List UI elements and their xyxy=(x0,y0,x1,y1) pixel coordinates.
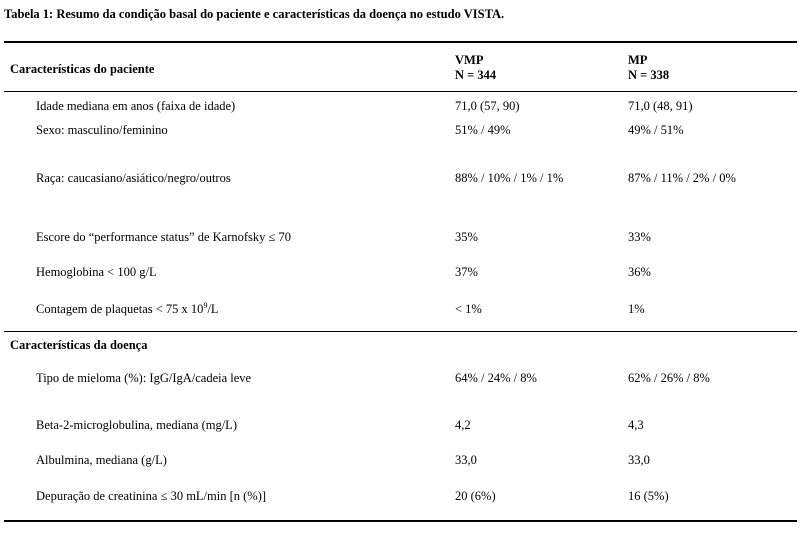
disease-characteristics-header: Características da doença xyxy=(10,338,148,352)
mp-column-name: MP xyxy=(628,53,648,67)
row-label xyxy=(36,302,219,317)
row-vmp-value: 4,2 xyxy=(455,418,471,432)
row-label: Idade mediana em anos (faixa de idade) xyxy=(36,99,236,113)
mp-column-n: N = 338 xyxy=(628,68,670,82)
patient-characteristics-header: Características do paciente xyxy=(10,62,155,76)
row-label: Raça: caucasiano/asiático/negro/outros xyxy=(36,171,231,185)
vmp-column-name: VMP xyxy=(455,53,484,67)
table-caption: Tabela 1: Resumo da condição basal do paciente e características da doença no estudo VISTA. xyxy=(4,7,505,21)
row-vmp-value: 20 (6%) xyxy=(455,489,496,503)
row-mp-value: 62% / 26% / 8% xyxy=(628,371,710,385)
row-mp-value: 1% xyxy=(628,302,645,316)
bottom-rule xyxy=(4,520,797,522)
row-mp-value: 4,3 xyxy=(628,418,644,432)
row-vmp-value: 88% / 10% / 1% / 1% xyxy=(455,171,564,185)
row-mp-value: 33% xyxy=(628,230,651,244)
header-rule xyxy=(4,91,797,92)
row-mp-value: 16 (5%) xyxy=(628,489,669,503)
row-label: Tipo de mieloma (%): IgG/IgA/cadeia leve xyxy=(36,371,252,385)
label-superscript: 9 xyxy=(203,301,208,310)
row-vmp-value: 33,0 xyxy=(455,453,477,467)
section-rule xyxy=(4,331,797,332)
row-label: Hemoglobina < 100 g/L xyxy=(36,265,157,279)
label-suffix: /L xyxy=(207,302,219,316)
row-vmp-value: 71,0 (57, 90) xyxy=(455,99,520,113)
row-mp-value: 36% xyxy=(628,265,651,279)
row-label: Escore do “performance status” de Karnofsky ≤ 70 xyxy=(36,230,292,244)
vmp-column-n: N = 344 xyxy=(455,68,497,82)
top-rule xyxy=(4,41,797,43)
row-mp-value: 71,0 (48, 91) xyxy=(628,99,693,113)
row-vmp-value: < 1% xyxy=(455,302,482,316)
row-label: Albulmina, mediana (g/L) xyxy=(36,453,167,467)
row-vmp-value: 35% xyxy=(455,230,478,244)
row-vmp-value: 51% / 49% xyxy=(455,123,511,137)
row-vmp-value: 64% / 24% / 8% xyxy=(455,371,537,385)
row-mp-value: 87% / 11% / 2% / 0% xyxy=(628,171,736,185)
row-label: Sexo: masculino/feminino xyxy=(36,123,168,137)
row-mp-value: 33,0 xyxy=(628,453,650,467)
row-vmp-value: 37% xyxy=(455,265,478,279)
row-label: Depuração de creatinina ≤ 30 mL/min [n (%)] xyxy=(36,489,267,503)
row-label: Beta-2-microglobulina, mediana (mg/L) xyxy=(36,418,237,432)
row-mp-value: 49% / 51% xyxy=(628,123,684,137)
label-prefix: Contagem de plaquetas < 75 x 10 xyxy=(36,302,204,316)
